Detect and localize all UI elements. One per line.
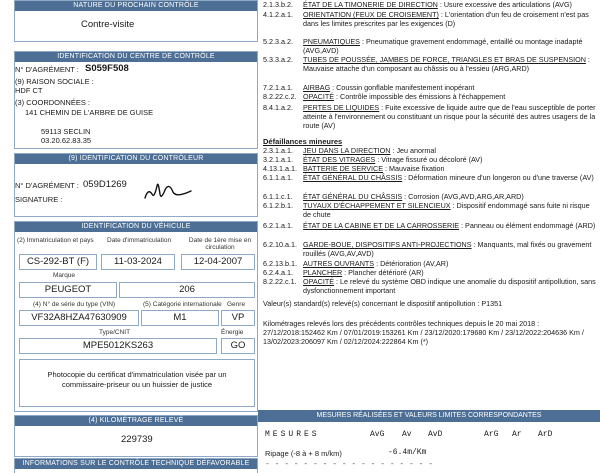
marque-value: PEUGEOT: [19, 282, 117, 298]
minor-defect-code: 6.2.13.b.1.: [263, 259, 297, 268]
ripage-label: Ripage (-8 à + 8 m/km): [265, 449, 342, 458]
minor-defect-text: : Mauvaise fixation: [383, 164, 445, 173]
minor-defect-description: [303, 240, 598, 258]
minor-defect-code: 6.1.2.b.1.: [263, 201, 293, 210]
major-defect-text: : Pneumatique gravement endommagé, entaillé ou montage inadapté (AVG,AVD): [303, 37, 583, 55]
col-arg: ArG: [484, 430, 499, 439]
minor-defect-title: AUTRES OUVRANTS: [303, 259, 375, 268]
centre-agrement-value: S059F508: [85, 63, 129, 74]
km-history: Kilométrages relevés lors des précédents contrôles techniques depuis le 20 mai 2018 : 27/12/2018:152462 Km / 07/01/2019:153261 Km / 23/12/2020:179680 Km / 23/12/2022:204636 Km / 13/02/2023:206097 Km / 02/12/2024:222864 Km (*): [263, 319, 584, 346]
info-header: INFORMATIONS SUR LE CONTRÔLE TECHNIQUE DÉFAVORABLE: [15, 459, 257, 469]
major-defect-title: PNEUMATIQUES: [303, 37, 360, 46]
minor-defect-text: : Détérioration (AV,AR): [374, 259, 449, 268]
cat-value: M1: [141, 310, 219, 326]
minor-defect-title: PLANCHER: [303, 268, 343, 277]
immat-label: (2) Immatriculation et pays: [17, 237, 94, 244]
minor-defect-code: 6.2.4.a.1.: [263, 268, 293, 277]
coord-label: (3) COORDONNÉES :: [15, 98, 91, 107]
major-defect-text: : Mauvaise attache d'un composant au châssis ou à l'essieu (ARG,ARD): [303, 55, 590, 73]
minor-defect-description: [303, 173, 598, 182]
nature-value: Contre-visite: [81, 19, 135, 30]
photocopie-text: Photocopie du certificat d'immatriculation visée par un commissaire-priseur ou un huissier de justice: [47, 370, 227, 389]
genre-label: Genre: [227, 301, 246, 308]
cat-label: (5) Catégorie internationale: [143, 301, 222, 308]
vin-value: VF32A8HZA47630909: [19, 310, 139, 326]
minor-defect-code: 6.1.1.c.1.: [263, 192, 293, 201]
major-defect-code: 5.2.3.a.2.: [263, 37, 293, 46]
minor-defect-text: : Le relevé du système OBD indique une anomalie du dispositif antipollution, sans dysfonctionnement important: [303, 277, 596, 295]
marque-label: Marque: [53, 272, 76, 279]
signature-mark: [139, 174, 195, 204]
major-defect-description: [303, 37, 598, 55]
minor-defect-text: : Jeu anormal: [390, 146, 437, 155]
minor-defect-description: [303, 259, 598, 268]
minor-defect-title: ÉTAT DES VITRAGES: [303, 155, 376, 164]
minor-defect-title: ÉTAT GÉNÉRAL DU CHÂSSIS: [303, 173, 403, 182]
major-defect-code: 8.2.22.c.2.: [263, 92, 297, 101]
minor-defect-description: [303, 146, 598, 155]
energie-value: GO: [221, 338, 255, 354]
major-defect-text: : Coussin gonflable manifestement inopérant: [330, 83, 475, 92]
ripage-value: -6.4m/Km: [388, 448, 427, 457]
minor-defect-code: 6.1.1.a.1.: [263, 173, 293, 182]
major-defect-description: [303, 92, 598, 101]
minor-defect-description: [303, 192, 598, 201]
col-ar: Ar: [512, 430, 522, 439]
date-immat-value: 11-03-2024: [101, 254, 175, 270]
controleur-agrement-label: N° D'AGRÉMENT :: [15, 181, 79, 190]
minor-defect-description: [303, 201, 598, 219]
major-defect-description: [303, 55, 598, 73]
minor-defect-text: : Vitrage fissuré ou décoloré (AV): [375, 155, 483, 164]
major-defect-title: OPACITÉ: [303, 92, 335, 101]
major-defect-title: PERTES DE LIQUIDES: [303, 103, 380, 112]
minor-defect-description: [303, 155, 598, 164]
minor-defect-code: 2.3.1.a.1.: [263, 146, 293, 155]
coord-line1: 141 CHEMIN DE L'ARBRE DE GUISE: [25, 108, 154, 117]
major-defect-code: 8.4.1.a.2.: [263, 103, 293, 112]
col-avd: AvD: [428, 430, 443, 439]
controleur-panel: [14, 153, 258, 217]
km-value: 229739: [121, 434, 153, 445]
coord-line3: 03.20.62.83.35: [41, 136, 92, 145]
dashes-row: - - - - - - - - - - - - - - - - - -: [265, 460, 434, 469]
major-defect-code: 7.2.1.a.1.: [263, 83, 293, 92]
modele-value: 206: [119, 282, 255, 298]
mesures-header: MESURES RÉALISÉES ET VALEURS LIMITES CORRESPONDANTES: [258, 410, 600, 422]
col-ard: ArD: [538, 430, 553, 439]
major-defect-title: TUBES DE POUSSÉE, JAMBES DE FORCE, TRIANGLES ET BRAS DE SUSPENSION: [303, 55, 586, 64]
centre-agrement-label: N° D'AGRÉMENT :: [15, 65, 79, 74]
date-first-label: Date de 1ère mise en circulation: [188, 237, 252, 251]
minor-defect-title: OPACITÉ: [303, 277, 335, 286]
type-value: MPE5012KS263: [19, 338, 217, 354]
raison-label: (9) RAISON SOCIALE :: [15, 77, 94, 86]
vehicule-panel: [14, 221, 258, 412]
major-defect-text: : Fuite excessive de liquide autre que de l'eau susceptible de porter atteinte à l'environnement ou constituant un risque pour la sécurité des autres usagers de la route (AV): [303, 103, 596, 130]
major-defect-description: [303, 10, 598, 28]
minor-defect-title: BATTERIE DE SERVICE: [303, 164, 384, 173]
major-defect-code: 4.1.2.a.1.: [263, 10, 293, 19]
mesures-label: MESURES: [265, 430, 320, 439]
valeur-standard-line: Valeur(s) standard(s) relevé(s) concernant le dispositif antipollution : P1351: [263, 299, 503, 308]
minor-defect-description: [303, 277, 598, 295]
minor-defect-title: TUYAUX D'ÉCHAPPEMENT ET SILENCIEUX: [303, 201, 451, 210]
controleur-header: (9) IDENTIFICATION DU CONTRÔLEUR: [15, 154, 257, 164]
major-defect-code: 5.3.3.a.2.: [263, 55, 293, 64]
genre-value: VP: [221, 310, 255, 326]
major-defect-description: [303, 0, 598, 9]
minor-defect-description: [303, 221, 598, 230]
major-defect-title: AIRBAG: [303, 83, 331, 92]
minor-defect-text: : Corrosion (AVG,AVD,ARG,AR,ARD): [402, 192, 524, 201]
type-label: Type/CNIT: [99, 329, 131, 336]
info-panel: [14, 458, 258, 473]
major-defect-description: [303, 103, 598, 130]
centre-panel: [14, 51, 258, 149]
minor-defect-title: ÉTAT DE LA CABINE ET DE LA CARROSSERIE: [303, 221, 460, 230]
raison-value: HDF CT: [15, 86, 43, 95]
major-defect-title: ORIENTATION (FEUX DE CROISEMENT): [303, 10, 439, 19]
vin-label: (4) N° de série du type (VIN): [33, 301, 116, 308]
km-panel: [14, 415, 258, 457]
major-defect-title: ÉTAT DE LA TIMONERIE DE DIRECTION: [303, 0, 438, 9]
minor-defect-code: 6.2.1.a.1.: [263, 221, 293, 230]
date-first-value: 12-04-2007: [181, 254, 255, 270]
date-immat-label: Date d'immatriculation: [107, 237, 172, 244]
signature-label: SIGNATURE :: [15, 195, 63, 204]
controleur-agrement-value: 059D1269: [83, 179, 127, 190]
nature-panel: [14, 0, 258, 42]
vehicule-header: IDENTIFICATION DU VÉHICULE: [15, 222, 257, 232]
centre-header: IDENTIFICATION DU CENTRE DE CONTRÔLE: [15, 52, 257, 62]
major-defect-code: 2.1.3.b.2.: [263, 0, 293, 9]
km-header: (4) KILOMÉTRAGE RELEVÉ: [15, 416, 257, 426]
immat-value: CS-292-BT (F): [19, 254, 97, 270]
minor-defect-code: 3.2.1.a.1.: [263, 155, 293, 164]
major-defect-description: [303, 83, 598, 92]
minor-defect-code: 6.2.10.a.1.: [263, 240, 297, 249]
minor-defect-title: GARDE-BOUE, DISPOSITIFS ANTI-PROJECTIONS: [303, 240, 472, 249]
minor-defect-title: JEU DANS LA DIRECTION: [303, 146, 391, 155]
nature-header: NATURE DU PROCHAIN CONTRÔLE: [15, 1, 257, 11]
minor-defect-text: : Dispositif endommagé sans fuite ni risque de chute: [303, 201, 590, 219]
major-defect-text: : L'orientation d'un feu de croisement n'est pas dans les limites prescrites par les exigences (D): [303, 10, 589, 28]
minor-defect-text: : Plancher détérioré (AR): [342, 268, 424, 277]
major-defect-text: : Usure excessive des articulations (AVG): [437, 0, 572, 9]
col-av: Av: [402, 430, 412, 439]
minor-defects-header: Défaillances mineures: [263, 137, 343, 146]
minor-defect-text: : Panneau ou élément endommagé (ARD): [459, 221, 596, 230]
col-avg: AvG: [370, 430, 385, 439]
minor-defect-text: : Manquants, mal fixés ou gravement rouillés (AVG,AV,AVD): [303, 240, 592, 258]
minor-defect-title: ÉTAT GÉNÉRAL DU CHÂSSIS: [303, 192, 403, 201]
major-defect-text: : Contrôle impossible des émissions à l'échappement: [334, 92, 506, 101]
minor-defect-description: [303, 164, 598, 173]
minor-defect-code: 4.13.1.a.1.: [263, 164, 297, 173]
coord-line2: 59113 SECLIN: [41, 127, 91, 136]
energie-label: Énergie: [221, 329, 244, 336]
photocopie-box: [19, 359, 255, 407]
minor-defect-code: 8.2.22.c.1.: [263, 277, 297, 286]
minor-defect-text: : Déformation mineure d'un longeron ou d'une traverse (AV): [402, 173, 594, 182]
minor-defect-description: [303, 268, 598, 277]
